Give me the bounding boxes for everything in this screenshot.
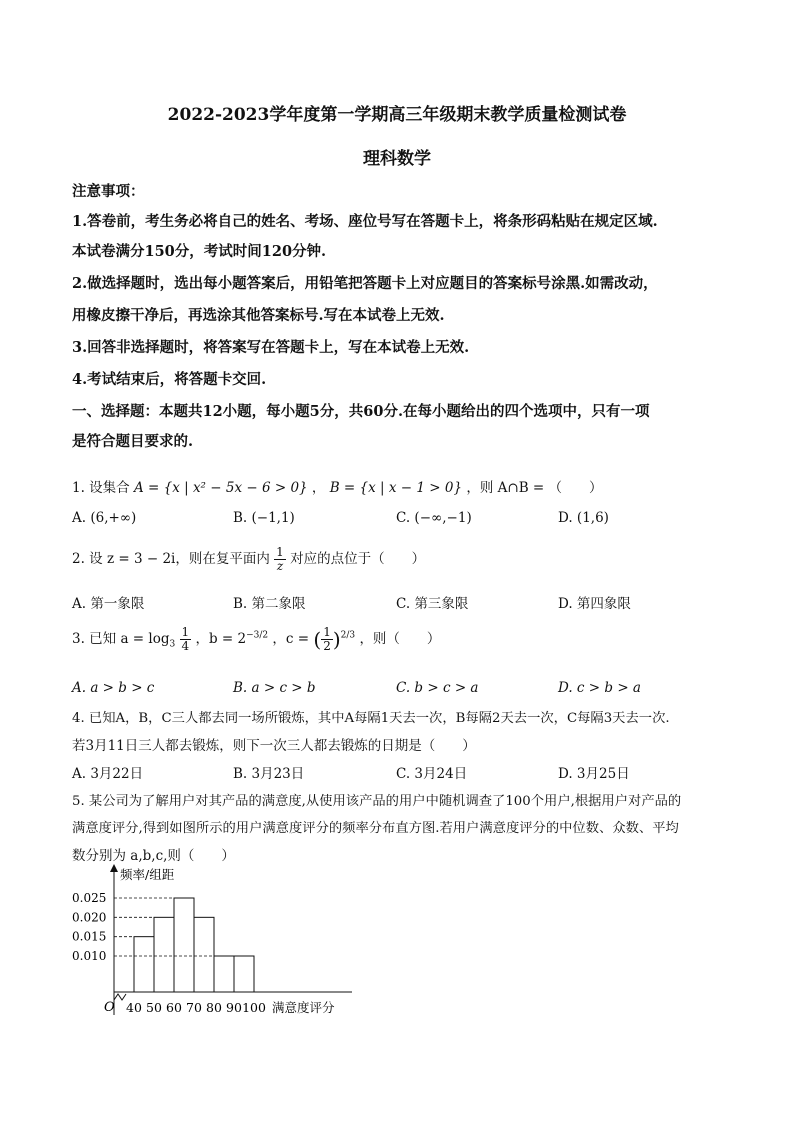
x-tick-label: 50 — [146, 1000, 162, 1015]
question-4-stem-cont: 若3月11日三人都去锻炼，则下一次三人都去锻炼的日期是（ ） — [72, 738, 476, 754]
notice-line: 4.考试结束后，将答题卡交回. — [72, 371, 267, 388]
q4-option-a[interactable]: A. 3月22日 — [72, 766, 144, 782]
q1-sep: ， — [311, 480, 326, 496]
question-5-stem-cont: 满意度评分,得到如图所示的用户满意度评分的频率分布直方图.若用户满意度评分的中位数、众数、平均 — [72, 821, 679, 836]
x-tick-label: 80 — [206, 1000, 222, 1015]
q3-a-den: 4 — [181, 639, 190, 653]
x-tick-label: 60 — [166, 1000, 182, 1015]
q1-option-b[interactable]: B. (−1,1) — [233, 510, 295, 526]
histogram-bar — [154, 917, 174, 992]
q4-option-d[interactable]: D. 3月25日 — [558, 766, 630, 782]
q3-a-num: 1 — [181, 625, 190, 639]
q3-c-num: 1 — [323, 625, 331, 639]
question-2-stem — [72, 546, 425, 573]
x-tick-label: 70 — [186, 1000, 202, 1015]
notice-line: 3.回答非选择题时，将答案写在答题卡上，写在本试卷上无效. — [72, 339, 470, 356]
q2-prefix: 2. 设 z = 3 − 2i，则在复平面内 — [72, 551, 270, 567]
q2-option-b[interactable]: B. 第二象限 — [233, 596, 306, 612]
q3-c-text: ，c = — [272, 631, 314, 647]
x-tick-label: 90 — [226, 1000, 242, 1015]
axis-break-mark — [114, 994, 126, 1000]
y-tick-label: 0.020 — [72, 910, 107, 925]
histogram-bar — [234, 956, 254, 992]
q1-option-c[interactable]: C. (−∞,−1) — [396, 510, 472, 526]
q3-log-base: 3 — [169, 639, 176, 650]
page-title: 2022-2023学年度第一学期高三年级期末教学质量检测试卷 — [167, 105, 627, 125]
frequency-histogram — [60, 860, 380, 1025]
notice-line: 2.做选择题时，选出每小题答案后，用铅笔把答题卡上对应题目的答案标号涂黑.如需改动， — [72, 275, 658, 292]
q2-frac-den: z — [276, 559, 284, 573]
histogram-bar — [194, 917, 214, 992]
histogram-bar — [134, 937, 154, 992]
q1-set-a: A = {x | x² − 5x − 6 > 0} — [133, 480, 308, 496]
origin-label: O — [104, 1000, 115, 1015]
x-tick-label: 40 — [126, 1000, 142, 1015]
y-tick-label: 0.015 — [72, 929, 107, 944]
q3-prefix: 3. 已知 a = log — [72, 631, 170, 647]
q3-c-rparen: ) — [332, 627, 341, 652]
page-subtitle: 理科数学 — [363, 149, 431, 169]
q3-option-d[interactable]: D. c > b > a — [558, 680, 641, 696]
x-axis-label: 满意度评分 — [272, 1000, 335, 1015]
q1-suffix: ，则 A∩B = （ ） — [466, 480, 603, 496]
y-axis-label: 频率/组距 — [120, 867, 175, 882]
q3-c-exp: 2/3 — [340, 630, 356, 641]
histogram-bar — [214, 956, 234, 992]
q3-option-b[interactable]: B. a > c > b — [233, 680, 316, 696]
question-3-stem — [72, 626, 440, 653]
question-1-stem — [72, 476, 603, 496]
q3-option-c[interactable]: C. b > c > a — [396, 680, 479, 696]
notice-line: 用橡皮擦干净后，再选涂其他答案标号.写在本试卷上无效. — [72, 307, 445, 324]
y-tick-label: 0.025 — [72, 891, 107, 905]
section-heading: 一、选择题：本题共12小题，每小题5分，共60分.在每小题给出的四个选项中，只有一项 — [72, 403, 650, 420]
y-tick-label: 0.010 — [72, 949, 107, 963]
q2-frac-num: 1 — [276, 545, 284, 559]
q2-fraction — [274, 546, 286, 573]
q3-c-fraction — [321, 626, 333, 653]
q3-c-lparen: ( — [313, 627, 322, 652]
question-4-stem: 4. 已知A，B，C三人都去同一场所锻炼，其中A每隔1天去一次，B每隔2天去一次，C每隔3天去一次. — [72, 711, 670, 726]
q3-a-fraction — [180, 626, 192, 653]
q3-b-text: ，b = 2 — [195, 631, 247, 647]
q3-b-exp: −3/2 — [246, 630, 269, 641]
q2-option-c[interactable]: C. 第三象限 — [396, 596, 469, 612]
q2-suffix: 对应的点位于（ ） — [290, 551, 426, 567]
q1-set-b: B = {x | x − 1 > 0} — [329, 480, 463, 496]
notice-line: 1.答卷前，考生务必将自己的姓名、考场、座位号写在答题卡上，将条形码粘贴在规定区域. — [72, 213, 658, 230]
q3-c-den: 2 — [323, 639, 331, 653]
section-heading-cont: 是符合题目要求的. — [72, 433, 194, 450]
notice-heading: 注意事项： — [72, 183, 145, 200]
question-5-stem-cont2: 数分别为 a,b,c,则（ ） — [72, 848, 235, 864]
q1-option-d[interactable]: D. (1,6) — [558, 510, 609, 526]
question-5-stem: 5. 某公司为了解用户对其产品的满意度,从使用该产品的用户中随机调查了100个用户,根据用户对产品的 — [72, 794, 682, 809]
q3-option-a[interactable]: A. a > b > c — [72, 680, 155, 696]
q4-option-c[interactable]: C. 3月24日 — [396, 766, 468, 782]
q2-option-d[interactable]: D. 第四象限 — [558, 596, 631, 612]
q4-option-b[interactable]: B. 3月23日 — [233, 766, 305, 782]
q1-option-a[interactable]: A. (6,+∞) — [72, 510, 137, 526]
notice-line: 本试卷满分150分，考试时间120分钟. — [72, 243, 327, 260]
histogram-bar — [174, 898, 194, 992]
x-tick-label: 100 — [242, 1000, 266, 1015]
q2-option-a[interactable]: A. 第一象限 — [72, 596, 145, 612]
q1-prefix: 1. 设集合 — [72, 480, 130, 496]
q3-suffix: ，则（ ） — [359, 631, 441, 647]
